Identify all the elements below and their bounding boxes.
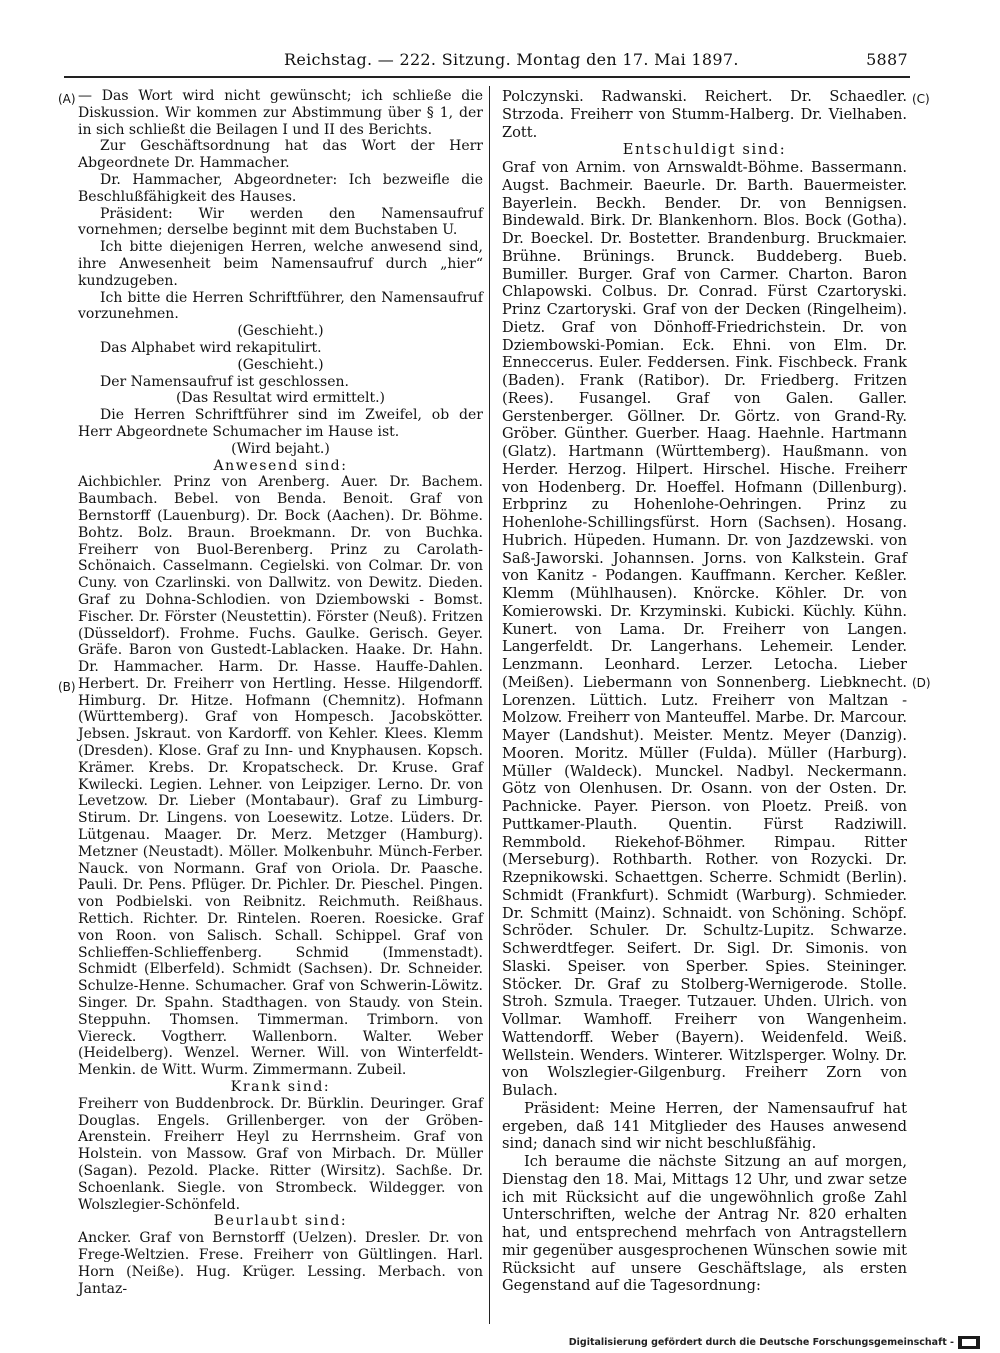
page-number: 5887 [866, 50, 908, 69]
dfg-logo-icon [958, 1336, 980, 1349]
page-header [284, 50, 908, 72]
stage-direction: (Wird bejaht.) [231, 440, 330, 457]
margin-mark-c: (C) [912, 92, 930, 106]
column-divider [489, 86, 490, 1324]
paragraph: Das Alphabet wird rekapitulirt. [100, 339, 322, 356]
paragraph: Ich bitte diejenigen Herren, welche anwesend sind, ihre Anwesenheit beim Namensaufruf durch „hier“ kundzugeben. [78, 239, 483, 289]
left-column [78, 88, 483, 1297]
name-list: Ancker. Graf von Bernstorff (Uelzen). Dresler. Dr. von Frege-Weltzien. Frese. Freiherr von Gültlingen. Harl. Horn (Neiße). Hug. Krüger. Lessing. Merbach. von Jantaz- [78, 1230, 483, 1297]
stage-direction: (Geschieht.) [237, 356, 324, 373]
name-list: Aichbichler. Prinz von Arenberg. Auer. Dr. Bachem. Baumbach. Bebel. von Benda. Benoit. Graf von Bernstorff (Lauenburg). Dr. Bock (Aachen). Dr. Böhme. Bohtz. Bolz. Braun. Broekmann. Dr. von Buchka. Freiherr von Buol-Berenberg. Prinz zu Carolath-Schönaich. Casselmann. Cegielski. von Colmar. Dr. von Cuny. von Czarlinski. von Dallwitz. von Dewitz. Dieden. Graf zu Dohna-Schlodien. von Dziembowski - Bomst. Fischer. Dr. Förster (Neustettin). Förster (Neuß). Fritzen (Düsseldorf). Frohme. Fuchs. Gaulke. Gerisch. Geyer. Gräfe. Baron von Gustedt-Lablacken. Haake. Dr. Hahn. Dr. Hammacher. Harm. Dr. Hasse. Hauffe-Dahlen. Herbert. Dr. Freiherr von Hertling. Hesse. Hilgendorff. Himburg. Dr. Hitze. Hofmann (Chemnitz). Hofmann (Württemberg). Graf von Hompesch. Jacobskötter. Jebsen. Jskraut. von Kardorff. von Kehler. Klees. Klemm (Dresden). Klose. Graf zu Inn- und Knyphausen. Kopsch. Krämer. Krebs. Dr. Kropatscheck. Dr. Kruse. Graf Kwilecki. Legien. Lehner. von Leipziger. Lerno. Dr. von Levetzow. Dr. Lieber (Montabaur). Graf zu Limburg-Stirum. Dr. Lingens. von Loesewitz. Lotze. Lüders. Dr. Lütgenau. Maager. Dr. Merz. Metzger (Hamburg). Metzner (Neustadt). Möller. Molkenbuhr. Münch-Ferber. Nauck. von Normann. Graf von Oriola. Dr. Paasche. Pauli. Dr. Pens. Pflüger. Dr. Pichler. Dr. Pieschel. Pingen. von Podbielski. von Reibnitz. Reichmuth. Reißhaus. Rettich. Richter. Dr. Rintelen. Roeren. Roesicke. Graf von Roon. von Salisch. Schall. Schippel. Graf von Schlieffen-Schlieffenberg. Schmid (Immenstadt). Schmidt (Elberfeld). Schmidt (Sachsen). Dr. Schneider. Schulze-Henne. Schumacher. Graf von Schwerin-Löwitz. Singer. Dr. Spahn. Stadthagen. von Staudy. von Stein. Steppuhn. Thomsen. Timmerman. Trimborn. von Viereck. Vogtherr. Wallenborn. Walter. Weber (Heidelberg). Wenzel. Werner. Will. von Winterfeldt-Menkin. de Witt. Wurm. Zimmermann. Zubeil. [78, 474, 483, 1079]
margin-mark-d: (D) [912, 676, 931, 690]
stage-direction: (Geschieht.) [237, 323, 324, 340]
name-list: Graf von Arnim. von Arnswaldt-Böhme. Bassermann. Augst. Bachmeir. Baeurle. Dr. Barth. Bauermeister. Bayerlein. Beckh. Bender. Dr. von Bennigsen. Bindewald. Birk. Dr. Blankenhorn. Blos. Bock (Gotha). Dr. Boeckel. Dr. Bostetter. Brandenburg. Bruckmaier. Brühne. Brünings. Brunck. Buddeberg. Bueb. Bumiller. Burger. Graf von Carmer. Charton. Baron Chlapowski. Colbus. Dr. Conrad. Fürst Czartoryski. Prinz Czartoryski. Graf von der Decken (Ringelheim). Dietz. Graf von Dönhoff-Friedrichstein. Dr. von Dziembowski-Pomian. Eck. Ehni. von Elm. Dr. Enneccerus. Euler. Feddersen. Fink. Fischbeck. Frank (Baden). Frank (Ratibor). Dr. Friedberg. Fritzen (Rees). Fusangel. Graf von Galen. Galler. Gerstenberger. Göllner. Dr. Görtz. von Grand-Ry. Gröber. Günther. Guerber. Haag. Haehnle. Hartmann (Glatz). Hartmann (Württemberg). Haußmann. von Herder. Herzog. Hilpert. Hirschel. Hische. Freiherr von Hodenberg. Dr. Hoeffel. Hofmann (Dillenburg). Erbprinz zu Hohenlohe-Oehringen. Prinz zu Hohenlohe-Schillingsfürst. Horn (Sachsen). Hosang. Hubrich. Hüpeden. Humann. Dr. von Jazdzewski. von Saß-Jaworski. Johannsen. Jorns. von Kalkstein. Graf von Kanitz - Podangen. Kauffmann. Kercher. Keßler. Klemm (Mühlhausen). Knörcke. Köhler. Dr. von Komierowski. Dr. Krzyminski. Kubicki. Küchly. Kühn. Kunert. von Lama. Dr. Freiherr von Langen. Langerfeldt. Dr. Langerhans. Lehemeir. Lender. Lenzmann. Leonhard. Lerzer. Letocha. Lieber (Meißen). Liebermann von Sonnenberg. Liebknecht. Lorenzen. Lüttich. Lutz. Freiherr von Maltzan - Molzow. Freiherr von Manteuffel. Marbe. Dr. Marcour. Mayer (Landshut). Meister. Mentz. Meyer (Danzig). Mooren. Moritz. Müller (Fulda). Müller (Harburg). Müller (Waldeck). Munckel. Nadbyl. Neckermann. Götz von Olenhusen. Dr. Osann. von der Osten. Dr. Pachnicke. Payer. Pierson. von Ploetz. Preiß. von Puttkamer-Plauth. Quentin. Fürst Radziwill. Remmbold. Riekehof-Böhmer. Rimpau. Ritter (Merseburg). Rothbarth. Rother. von Rozycki. Dr. Rzepnikowski. Schaettgen. Scherre. Schmidt (Berlin). Schmidt (Frankfurt). Schmidt (Warburg). Schmieder. Dr. Schmitt (Mainz). Schnaidt. von Schöning. Schöpf. Schröder. Schuler. Dr. Schultz-Lupitz. Schwarze. Schwerdtfeger. Seifert. Dr. Sigl. Dr. Simonis. von Slaski. Speiser. von Sperber. Spies. Steininger. Stöcker. Dr. Graf zu Stolberg-Wernigerode. Stolle. Stroh. Szmula. Traeger. Tutzauer. Uhden. Ulrich. von Vollmar. Wamhoff. Freiherr von Wangenheim. Wattendorff. Weber (Bayern). Weidenfeld. Weiß. Wellstein. Wenders. Winterer. Witzlsperger. Wolny. Dr. von Wolszlegier-Gilgenburg. Freiherr Zorn von Bulach. [502, 159, 907, 1099]
paragraph: Zur Geschäftsordnung hat das Wort der Herr Abgeordnete Dr. Hammacher. [78, 138, 483, 172]
section-heading: Entschuldigt sind: [622, 141, 787, 159]
section-heading: Krank sind: [230, 1079, 331, 1096]
header-rule [64, 76, 910, 78]
margin-mark-a: (A) [58, 92, 76, 106]
stage-direction: (Das Resultat wird ermittelt.) [175, 390, 386, 407]
paragraph: Ich beraume die nächste Sitzung an auf morgen, Dienstag den 18. Mai, Mittags 12 Uhr, und zwar setze ich mit Rücksicht auf die ungewöhnlich große Zahl Unterschriften, welche der Antrag Nr. 820 erhalten hat, und entsprechend mehrfach von Antragstellern mir gegenüber ausgesprochenen Wünschen sowie mit Rücksicht auf unsere Geschäftslage, als ersten Gegenstand auf die Tagesordnung: [502, 1153, 907, 1295]
paragraph: — Das Wort wird nicht gewünscht; ich schließe die Diskussion. Wir kommen zur Abstimmung über § 1, der in sich schließt die Beilagen I und II des Berichts. [78, 88, 483, 138]
footer-credit: Digitalisierung gefördert durch die Deutsche Forschungsgemeinschaft - [568, 1337, 954, 1348]
president-paragraph: Präsident: Meine Herren, der Namensaufruf hat ergeben, daß 141 Mitglieder des Hauses anwesend sind; danach sind wir nicht beschlußfähig. [502, 1099, 907, 1153]
right-column [502, 88, 907, 1295]
speaker-paragraph: Dr. Hammacher, Abgeordneter: Ich bezweifle die Beschlußfähigkeit des Hauses. [78, 171, 483, 205]
name-list: Freiherr von Buddenbrock. Dr. Bürklin. Deuringer. Graf Douglas. Engels. Grillenberger. von der Gröben-Arenstein. Freiherr Heyl zu Herrnsheim. Graf von Holstein. von Massow. Graf von Mirbach. Dr. Müller (Sagan). Pezold. Placke. Ritter (Wirsitz). Sachße. Dr. Schoenlank. Siegle. von Strombeck. Wildegger. von Wolszlegier-Schönfeld. [78, 1095, 483, 1213]
margin-mark-b: (B) [58, 680, 76, 694]
running-head: Reichstag. — 222. Sitzung. Montag den 17. Mai 1897. [284, 50, 739, 69]
footer [560, 1336, 980, 1352]
president-paragraph: Präsident: Wir werden den Namensaufruf vornehmen; derselbe beginnt mit dem Buchstaben U. [78, 205, 483, 239]
paragraph: Ich bitte die Herren Schriftführer, den Namensaufruf vorzunehmen. [78, 289, 483, 323]
section-heading: Anwesend sind: [213, 457, 348, 474]
name-list: Polczynski. Radwanski. Reichert. Dr. Schaedler. Strzoda. Freiherr von Stumm-Halberg. Dr. Vielhaben. Zott. [502, 88, 907, 141]
section-heading: Beurlaubt sind: [213, 1213, 348, 1230]
paragraph: Die Herren Schriftführer sind im Zweifel, ob der Herr Abgeordnete Schumacher im Hause ist. [78, 407, 483, 440]
paragraph: Der Namensaufruf ist geschlossen. [100, 373, 349, 390]
